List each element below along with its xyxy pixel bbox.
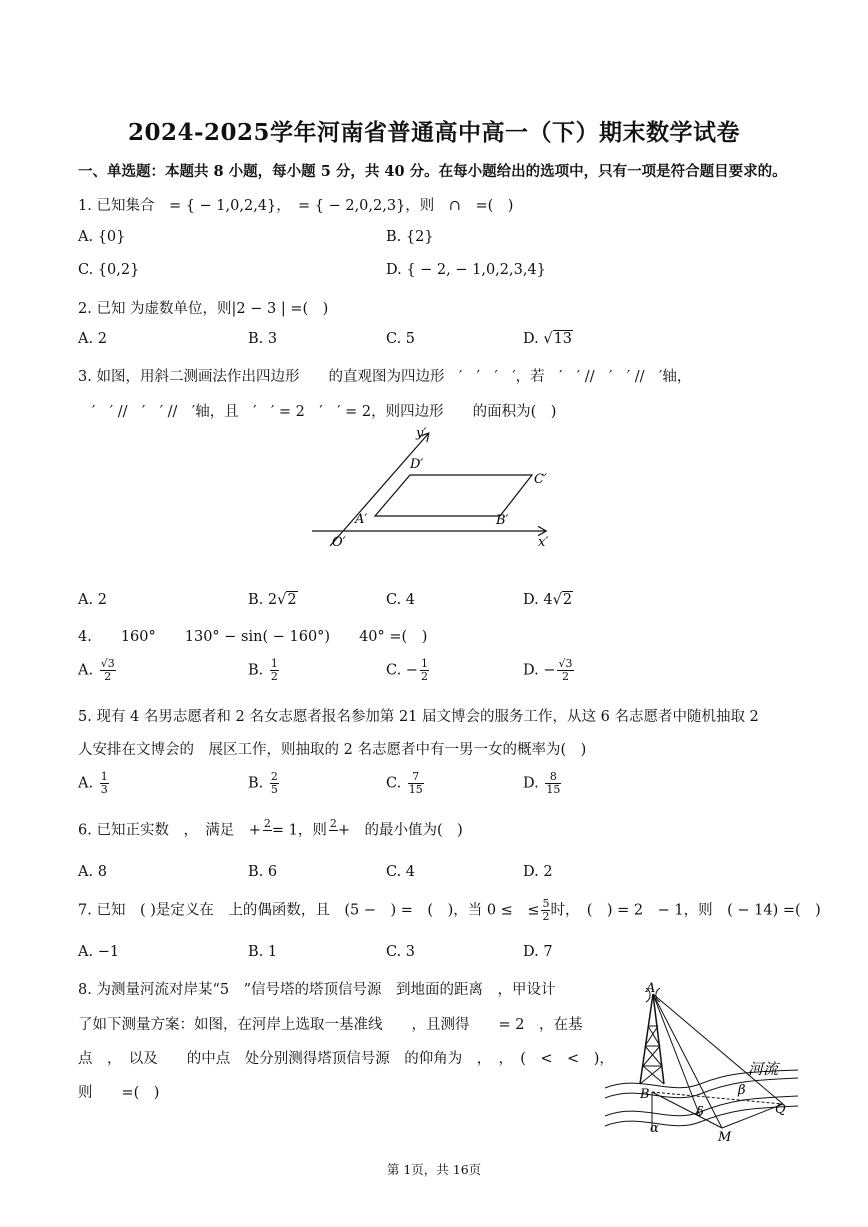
point-a-label: A — [646, 981, 656, 996]
question-3-option-d: D. 4√2 — [523, 592, 573, 608]
question-1-option-a: A. {0} — [78, 229, 126, 245]
y-axis — [330, 434, 428, 546]
vertex-b-label: B′ — [496, 513, 509, 528]
question-5-line-2: 人安排在文博会的 展区工作，则抽取的 2 名志愿者中有一男一女的概率为( ) — [78, 742, 587, 758]
question-5-option-d: D. $\frac{8}{15}$ — [523, 770, 561, 796]
question-6-option-b: B. 6 — [248, 864, 278, 880]
question-3-line-1: 3. 如图，用斜二测画法作出四边形 的直观图为四边形 ′ ′ ′ ′，若 ′ ′ // ′ ′ // ′轴， — [78, 369, 692, 385]
alpha-label: α — [650, 1121, 659, 1136]
question-5-option-b: B. $\frac{2}{5}$ — [248, 770, 278, 796]
y-axis-label: y′ — [416, 426, 427, 441]
signal-tower-river-figure — [600, 976, 800, 1146]
question-5-line-1: 5. 现有 4 名男志愿者和 2 名女志愿者报名参加第 21 届文博会的服务工作，从这 6 名志愿者中随机抽取 2 — [78, 709, 759, 725]
question-2-option-a: A. 2 — [78, 331, 107, 347]
point-m-label: M — [718, 1130, 732, 1145]
question-7-stem: 7. 已知 ( )是定义在 上的偶函数，且 (5 − ) = ( )，当 0 ≤ ≤ $\frac{5}{2}$ 时， ( ) = 2 − 1，则 ( − 14) =( ) — [78, 897, 821, 923]
question-5-option-a: A. $\frac{1}{3}$ — [78, 770, 108, 796]
question-6-stem: 6. 已知正实数 ， 满足 + 2 = 1，则 2 + 的最小值为( ) — [78, 817, 463, 839]
origin-label: O′ — [332, 535, 346, 550]
question-2-option-d: D. √13 — [523, 331, 573, 347]
question-1-option-c: C. {0,2} — [78, 262, 140, 278]
question-4-option-d: D. − $\frac{√3}{2}$ — [523, 657, 573, 683]
river-label: 河流 — [748, 1060, 779, 1078]
question-8-line-4: 则 =( ) — [78, 1085, 160, 1101]
question-4-stem: 4. 160° 130° − sin( − 160°) 40° =( ) — [78, 629, 428, 645]
question-7-option-c: C. 3 — [386, 944, 416, 960]
question-7-option-a: A. −1 — [78, 944, 120, 960]
parallelogram — [375, 475, 532, 516]
question-1-option-d: D. { − 2, − 1,0,2,3,4} — [386, 262, 546, 278]
question-1-stem: 1. 已知集合 = { − 1,0,2,4}， = { − 2,0,2,3}，则 ∩ =( ) — [78, 198, 514, 214]
question-3-option-a: A. 2 — [78, 592, 107, 608]
vertex-c-label: C′ — [534, 472, 547, 487]
x-axis-label: x′ — [538, 535, 549, 550]
question-3-option-b: B. 2√2 — [248, 592, 297, 608]
question-3-option-c: C. 4 — [386, 592, 416, 608]
oblique-drawing-figure — [300, 420, 570, 560]
point-b-label: B — [640, 1087, 650, 1102]
question-7-option-d: D. 7 — [523, 944, 553, 960]
point-q-label: Q — [775, 1102, 786, 1117]
question-8-line-1: 8. 为测量河流对岸某“5 ”信号塔的塔顶信号源 到地面的距离 ，甲设计 — [78, 982, 556, 998]
question-8-line-3: 点 ， 以及 的中点 处分别测得塔顶信号源 的仰角为 ， ， ( < < )， — [78, 1051, 614, 1067]
question-6-option-d: D. 2 — [523, 864, 553, 880]
page-footer: 第 1页，共 16页 — [386, 1162, 482, 1177]
question-6-option-c: C. 4 — [386, 864, 416, 880]
question-7-option-b: B. 1 — [248, 944, 278, 960]
vertex-d-label: D′ — [410, 457, 424, 472]
question-4-option-a: A. $\frac{√3}{2}$ — [78, 657, 115, 683]
question-2-option-c: C. 5 — [386, 331, 416, 347]
question-1-option-b: B. {2} — [386, 229, 434, 245]
question-5-option-c: C. $\frac{7}{15}$ — [386, 770, 423, 796]
delta-label: δ — [696, 1105, 704, 1120]
beta-label: β — [738, 1083, 746, 1098]
question-2-option-b: B. 3 — [248, 331, 278, 347]
question-4-option-b: B. $\frac{1}{2}$ — [248, 657, 278, 683]
tower-icon — [640, 988, 664, 1084]
page-title: 2024-2025学年河南省普通高中高一（下）期末数学试卷 — [127, 119, 741, 146]
question-3-line-2: ′ ′ // ′ ′ // ′轴，且 ′ ′ = 2 ′ ′ = 2，则四边形 的面积为( ) — [92, 404, 557, 420]
question-6-option-a: A. 8 — [78, 864, 107, 880]
vertex-a-label: A′ — [355, 512, 368, 527]
question-8-line-2: 了如下测量方案：如图，在河岸上选取一基准线 ，且测得 = 2 ，在基 — [78, 1017, 583, 1033]
question-4-option-c: C. − $\frac{1}{2}$ — [386, 657, 428, 683]
section-heading: 一、单选题：本题共 8 小题，每小题 5 分，共 40 分。在每小题给出的选项中，只有一项是符合题目要求的。 — [78, 163, 787, 180]
question-2-stem: 2. 已知 为虚数单位，则|2 − 3 | =( ) — [78, 301, 329, 317]
